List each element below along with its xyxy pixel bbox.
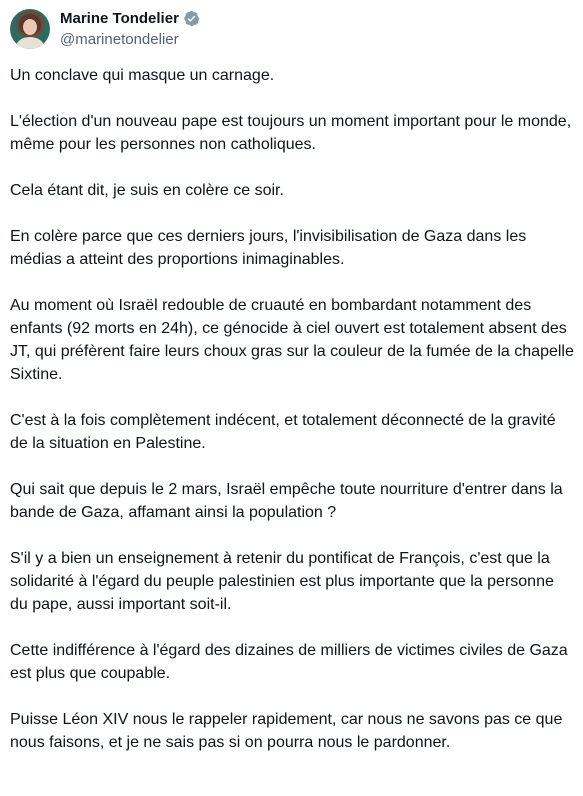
tweet-paragraph: Cette indifférence à l'égard des dizaines de milliers de victimes civiles de Gaza est plus que coupable. bbox=[10, 642, 568, 682]
tweet-paragraph: C'est à la fois complètement indécent, et totalement déconnecté de la gravité de la situation en Palestine. bbox=[10, 412, 556, 452]
tweet-paragraph: En colère parce que ces derniers jours, l'invisibilisation de Gaza dans les médias a atteint des proportions inimaginables. bbox=[10, 228, 527, 268]
tweet-paragraph: Cela étant dit, je suis en colère ce soir. bbox=[10, 182, 284, 199]
avatar-body bbox=[16, 37, 44, 49]
name-row bbox=[60, 9, 200, 29]
avatar[interactable] bbox=[10, 9, 50, 49]
tweet-paragraph: L'élection d'un nouveau pape est toujours un moment important pour le monde, même pour les personnes non catholiques. bbox=[10, 113, 572, 153]
tweet-paragraph: Un conclave qui masque un carnage. bbox=[10, 67, 275, 84]
author-info bbox=[60, 9, 200, 50]
tweet-paragraph: Puisse Léon XIV nous le rappeler rapidement, car nous ne savons pas ce que nous faisons, et je ne sais pas si on pourra nous le pardonner. bbox=[10, 711, 563, 751]
tweet-text bbox=[10, 64, 575, 777]
author-handle[interactable]: @marinetondelier bbox=[60, 30, 179, 48]
tweet-paragraph: S'il y a bien un enseignement à retenir du pontificat de François, c'est que la solidarité à l'égard du peuple palestinien est plus importante que la personne du pape, aussi important soit-il. bbox=[10, 550, 554, 613]
tweet-paragraph: Au moment où Israël redouble de cruauté en bombardant notamment des enfants (92 morts en 24h), ce génocide à ciel ouvert est totalement absent des JT, qui préfèrent faire leurs choux gras sur la couleur de la fumée de la chapelle Sixtine. bbox=[10, 297, 574, 383]
tweet-paragraph: Qui sait que depuis le 2 mars, Israël empêche toute nourriture d'entrer dans la bande de Gaza, affamant ainsi la population ? bbox=[10, 481, 563, 521]
verified-badge-icon[interactable] bbox=[183, 10, 200, 27]
tweet-header bbox=[10, 8, 200, 50]
avatar-face bbox=[23, 19, 37, 35]
author-name[interactable]: Marine Tondelier bbox=[60, 9, 179, 27]
